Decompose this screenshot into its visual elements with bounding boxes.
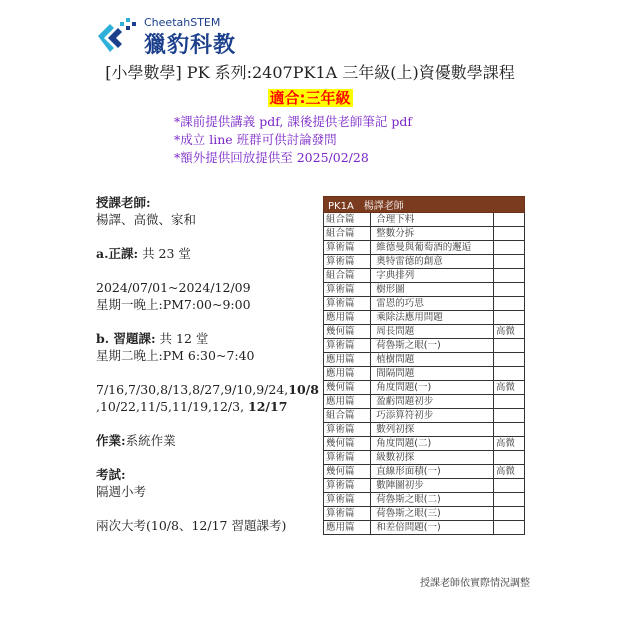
category-cell: 算術篇 [324,297,371,311]
teacher-cell [493,451,524,465]
table-row [324,507,525,521]
suitable-grade [0,87,620,108]
table-row [324,297,525,311]
regular-class-dates: 2024/07/01~2024/12/09 [96,280,251,295]
teacher-cell [493,241,524,255]
topic-cell: 角度問題(二) [371,437,494,451]
course-notes [174,113,412,167]
topic-cell: 角度問題(一) [371,381,494,395]
table-row [324,521,525,535]
category-cell: 組合篇 [324,213,371,227]
category-cell: 幾何篇 [324,325,371,339]
topic-cell: 和差倍問題(一) [371,521,494,535]
category-cell: 算術篇 [324,283,371,297]
category-cell: 算術篇 [324,241,371,255]
category-cell: 應用篇 [324,395,371,409]
table-row [324,479,525,493]
regular-class-count: 共 23 堂 [142,246,191,261]
major-exam: 兩次大考(10/8、12/17 習題課考) [96,518,287,533]
teacher-cell [493,311,524,325]
table-row [324,269,525,283]
practice-class-count: 共 12 堂 [159,331,209,346]
category-cell: 算術篇 [324,255,371,269]
topic-cell: 數陣圖初步 [371,479,494,493]
regular-class-time: 星期一晚上:PM7:00~9:00 [96,297,251,312]
topic-cell: 盈虧問題初步 [371,395,494,409]
course-info [96,194,319,534]
table-row [324,213,525,227]
category-cell: 組合篇 [324,269,371,283]
teacher-cell: 高微 [493,381,524,395]
teachers-names: 楊譯、高微、家和 [96,212,197,227]
table-row [324,423,525,437]
category-cell: 應用篇 [324,353,371,367]
homework-value: 系統作業 [125,433,176,448]
topic-cell: 周長問題 [371,325,494,339]
table-row [324,339,525,353]
topic-cell: 樹形圖 [371,283,494,297]
teacher-cell [493,493,524,507]
table-row [324,381,525,395]
logo-english: CheetahSTEM [144,16,221,29]
schedule-body [324,213,525,535]
table-row [324,409,525,423]
practice-class [96,330,296,347]
category-cell: 組合篇 [324,227,371,241]
teacher-cell [493,213,524,227]
practice-class-dates: 7/16,7/30,8/13,8/27,9/10,9/24,10/8 [96,382,319,397]
teacher-cell [493,353,524,367]
topic-cell: 直線形面積(一) [371,465,494,479]
schedule-table [323,196,525,535]
teacher-cell [493,269,524,283]
table-header: PK1A 楊譯老師 [324,197,525,213]
table-row [324,437,525,451]
homework [96,432,296,449]
table-row [324,283,525,297]
teacher-cell [493,507,524,521]
topic-cell: 間隔問題 [371,367,494,381]
teacher-cell: 高微 [493,465,524,479]
table-row [324,311,525,325]
table-row [324,353,525,367]
topic-cell: 巧添算符初步 [371,409,494,423]
regular-class-label: a.正課: [96,246,139,261]
homework-label: 作業: [96,433,126,448]
teacher-cell [493,479,524,493]
logo-chinese: 獵豹科教 [144,33,237,58]
category-cell: 應用篇 [324,311,371,325]
page-title: [小學數學] PK 系列:2407PK1A 三年級(上)資優數學課程 [105,63,515,82]
footnote: 授課老師依實際情況調整 [420,578,530,589]
topic-cell: 整數分拆 [371,227,494,241]
table-row [324,241,525,255]
category-cell: 算術篇 [324,479,371,493]
topic-cell: 合理下料 [371,213,494,227]
topic-cell: 級數初探 [371,451,494,465]
topic-cell: 奧特雷德的創意 [371,255,494,269]
topic-cell: 荷魯斯之眼(一) [371,339,494,353]
note-item: *課前提供講義 pdf, 課後提供老師筆記 pdf [174,114,412,129]
category-cell: 幾何篇 [324,437,371,451]
teacher-cell [493,521,524,535]
category-cell: 算術篇 [324,339,371,353]
category-cell: 幾何篇 [324,465,371,479]
exam-value: 隔週小考 [96,484,147,499]
topic-cell: 荷魯斯之眼(二) [371,493,494,507]
topic-cell: 乘除法應用問題 [371,311,494,325]
cheetah-logo-icon [92,18,140,58]
category-cell: 算術篇 [324,493,371,507]
category-cell: 算術篇 [324,423,371,437]
table-row [324,395,525,409]
table-row [324,451,525,465]
logo [92,14,252,58]
teacher-cell [493,395,524,409]
teacher-cell [493,409,524,423]
practice-class-label: b. 習題課: [96,331,156,346]
practice-class-dates-cont: ,10/22,11/5,11/19,12/3, 12/17 [96,399,288,414]
suitable-grade-label: 適合:三年級 [269,89,351,107]
topic-cell: 雷恩的巧思 [371,297,494,311]
regular-class [96,245,296,262]
category-cell: 應用篇 [324,367,371,381]
topic-cell: 維德曼與葡萄酒的邂逅 [371,241,494,255]
table-row [324,325,525,339]
teacher-cell [493,255,524,269]
table-row [324,367,525,381]
teacher-cell [493,339,524,353]
category-cell: 幾何篇 [324,381,371,395]
category-cell: 算術篇 [324,507,371,521]
table-row [324,465,525,479]
note-item: *額外提供回放提供至 2025/02/28 [174,150,369,165]
topic-cell: 荷魯斯之眼(三) [371,507,494,521]
table-row [324,227,525,241]
exam-label: 考試: [96,467,126,482]
category-cell: 算術篇 [324,451,371,465]
teacher-cell [493,367,524,381]
category-cell: 應用篇 [324,521,371,535]
table-row [324,493,525,507]
teacher-cell: 高微 [493,437,524,451]
teacher-cell [493,227,524,241]
topic-cell: 植樹問題 [371,353,494,367]
teacher-cell [493,423,524,437]
teacher-cell [493,283,524,297]
practice-class-time: 星期二晚上:PM 6:30~7:40 [96,348,255,363]
teacher-cell: 高微 [493,325,524,339]
topic-cell: 數列初探 [371,423,494,437]
table-row [324,255,525,269]
note-item: *成立 line 班群可供討論發問 [174,132,337,147]
teacher-cell [493,297,524,311]
category-cell: 組合篇 [324,409,371,423]
teachers-label: 授課老師: [96,195,151,210]
topic-cell: 字典排列 [371,269,494,283]
